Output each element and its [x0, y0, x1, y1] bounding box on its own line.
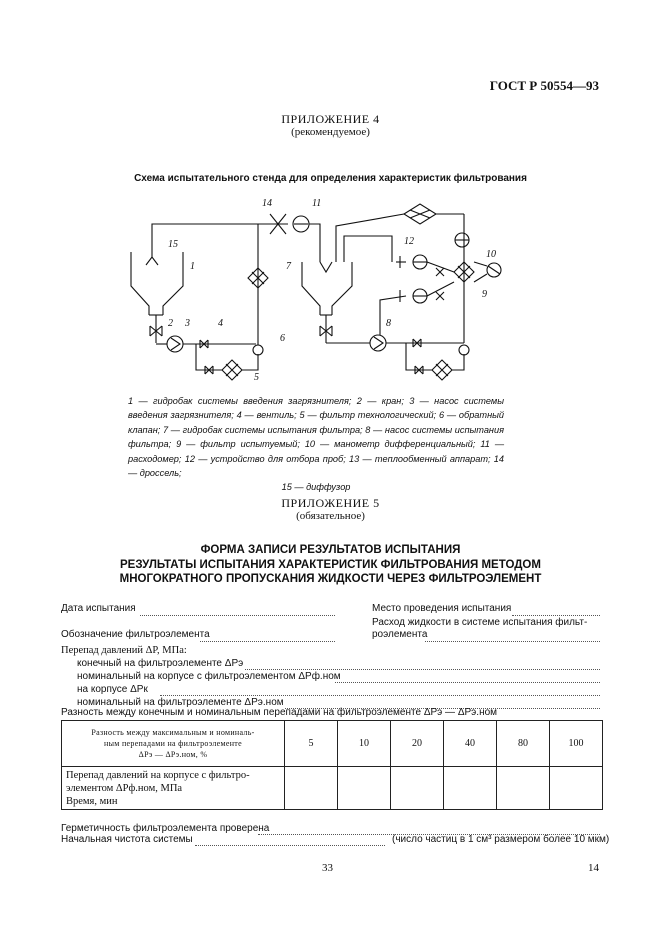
table-cell[interactable]	[338, 767, 391, 810]
label-1: 1	[190, 261, 195, 272]
label-5: 5	[254, 372, 259, 383]
appendix-5-subtitle: (обязательное)	[296, 510, 365, 522]
legend-line: 15 — диффузор	[281, 482, 351, 493]
element-designation-field[interactable]	[200, 641, 335, 642]
legend-line: 12 — устройство для отбора проб; 13 — теплообменный аппарат; 14 — дроссель;	[128, 453, 504, 479]
on-housing-field[interactable]	[160, 695, 600, 696]
form-title-line: МНОГОКРАТНОГО ПРОПУСКАНИЯ ЖИДКОСТИ ЧЕРЕЗ ФИЛЬТРОЭЛЕМЕНТ	[119, 573, 542, 585]
row-line: Время, мин	[66, 795, 118, 807]
test-place-label: Место проведения испытания	[372, 603, 512, 614]
header-line: ным перепадами на фильтроэлементе	[104, 739, 242, 748]
final-on-element-field[interactable]	[245, 669, 600, 670]
legend-line: 1 — гидробак системы введения загрязнителя; 2 — кран; 3 — насос системы введения	[128, 396, 504, 421]
final-on-element-label: конечный на фильтроэлементе ΔPэ	[77, 658, 244, 669]
circuit-right	[302, 204, 501, 380]
form-title	[0, 543, 661, 587]
label-7: 7	[286, 261, 291, 272]
header-line: ΔPэ — ΔPэ.ном, %	[138, 750, 208, 759]
label-11: 11	[312, 198, 322, 209]
flow-rate-label-1: Расход жидкости в системе испытания фильт-	[372, 617, 588, 628]
initial-cleanliness-field[interactable]	[195, 845, 385, 846]
label-3: 3	[185, 318, 190, 329]
circuit-left	[131, 214, 320, 380]
test-date-field[interactable]	[140, 615, 335, 616]
percent-col: 40	[444, 721, 497, 767]
percent-col: 80	[497, 721, 550, 767]
diagram-legend	[128, 394, 504, 495]
initial-cleanliness-label: Начальная чистота системы	[61, 834, 193, 845]
particle-note: (число частиц в 1 см³ размером более 10 мкм)	[392, 834, 610, 845]
percent-col: 100	[550, 721, 603, 767]
legend-line: загрязнителя; 4 — вентиль; 5 — фильтр технологический; 6 — обратный клапан;	[128, 410, 504, 435]
label-9: 9	[482, 289, 487, 300]
legend-line: 9 — фильтр испытуемый; 10 — манометр дифференциальный; 11 — расходомер;	[128, 439, 505, 464]
table-header-row	[62, 721, 603, 767]
table-header-label	[62, 721, 285, 767]
table-cell[interactable]	[497, 767, 550, 810]
percent-col: 10	[338, 721, 391, 767]
test-stand-diagram	[0, 0, 661, 400]
element-designation-label: Обозначение фильтроэлемента	[61, 629, 210, 640]
label-14: 14	[262, 198, 272, 209]
tightness-label: Герметичность фильтроэлемента проверена	[61, 823, 270, 834]
label-12: 12	[404, 236, 414, 247]
percent-col: 5	[285, 721, 338, 767]
table-row	[62, 767, 603, 810]
nominal-on-element-label: номинальный на фильтроэлементе ΔPэ.ном	[77, 697, 284, 708]
row-line: Перепад давлений на корпусе с фильтро-	[66, 769, 250, 781]
legend-line: 7 — гидробак системы испытания фильтра; 8 — насос системы испытания фильтра;	[128, 424, 505, 450]
appendix-4-title: ПРИЛОЖЕНИЕ 4	[281, 112, 380, 126]
nominal-on-housing-label: номинальный на корпусе с фильтроэлементом ΔPф.ном	[77, 671, 341, 682]
scheme-title: Схема испытательного стенда для определения характеристик фильтрования	[134, 173, 527, 184]
form-title-line: ФОРМА ЗАПИСИ РЕЗУЛЬТАТОВ ИСПЫТАНИЯ	[200, 544, 461, 556]
form-title-line: РЕЗУЛЬТАТЫ ИСПЫТАНИЯ ХАРАКТЕРИСТИК ФИЛЬТРОВАНИЯ МЕТОДОМ	[120, 558, 541, 571]
appendix-5-title: ПРИЛОЖЕНИЕ 5	[281, 496, 380, 510]
label-10: 10	[486, 249, 496, 260]
standard-number: ГОСТ Р 50554—93	[489, 78, 599, 93]
table-cell[interactable]	[444, 767, 497, 810]
on-housing-label: на корпусе ΔPк	[77, 684, 148, 695]
label-6: 6	[280, 333, 285, 344]
table-cell[interactable]	[550, 767, 603, 810]
sheet-number: 14	[588, 862, 599, 874]
test-date-label: Дата испытания	[61, 603, 136, 614]
label-2: 2	[168, 318, 173, 329]
label-4: 4	[218, 318, 223, 329]
percent-col: 20	[391, 721, 444, 767]
page-number: 33	[322, 862, 333, 874]
flow-rate-label-2: роэлемента	[372, 629, 428, 640]
nominal-on-housing-field[interactable]	[335, 682, 600, 683]
difference-label: Разность между конечным и номинальным перепадами на фильтроэлементе ΔPэ — ΔPэ.ном	[61, 707, 498, 718]
flow-rate-field[interactable]	[425, 641, 600, 642]
pressure-drop-label: Перепад давлений ΔP, МПа:	[61, 645, 187, 656]
label-15: 15	[168, 239, 178, 250]
appendix-4-subtitle: (рекомендуемое)	[291, 126, 370, 138]
results-table	[61, 720, 603, 810]
row-line: элементом ΔPф.ном, МПа	[66, 782, 183, 794]
table-cell[interactable]	[285, 767, 338, 810]
table-row-label	[62, 767, 285, 810]
test-place-field[interactable]	[512, 615, 600, 616]
header-line: Разность между максимальным и номиналь-	[91, 728, 255, 737]
table-cell[interactable]	[391, 767, 444, 810]
label-8: 8	[386, 318, 391, 329]
